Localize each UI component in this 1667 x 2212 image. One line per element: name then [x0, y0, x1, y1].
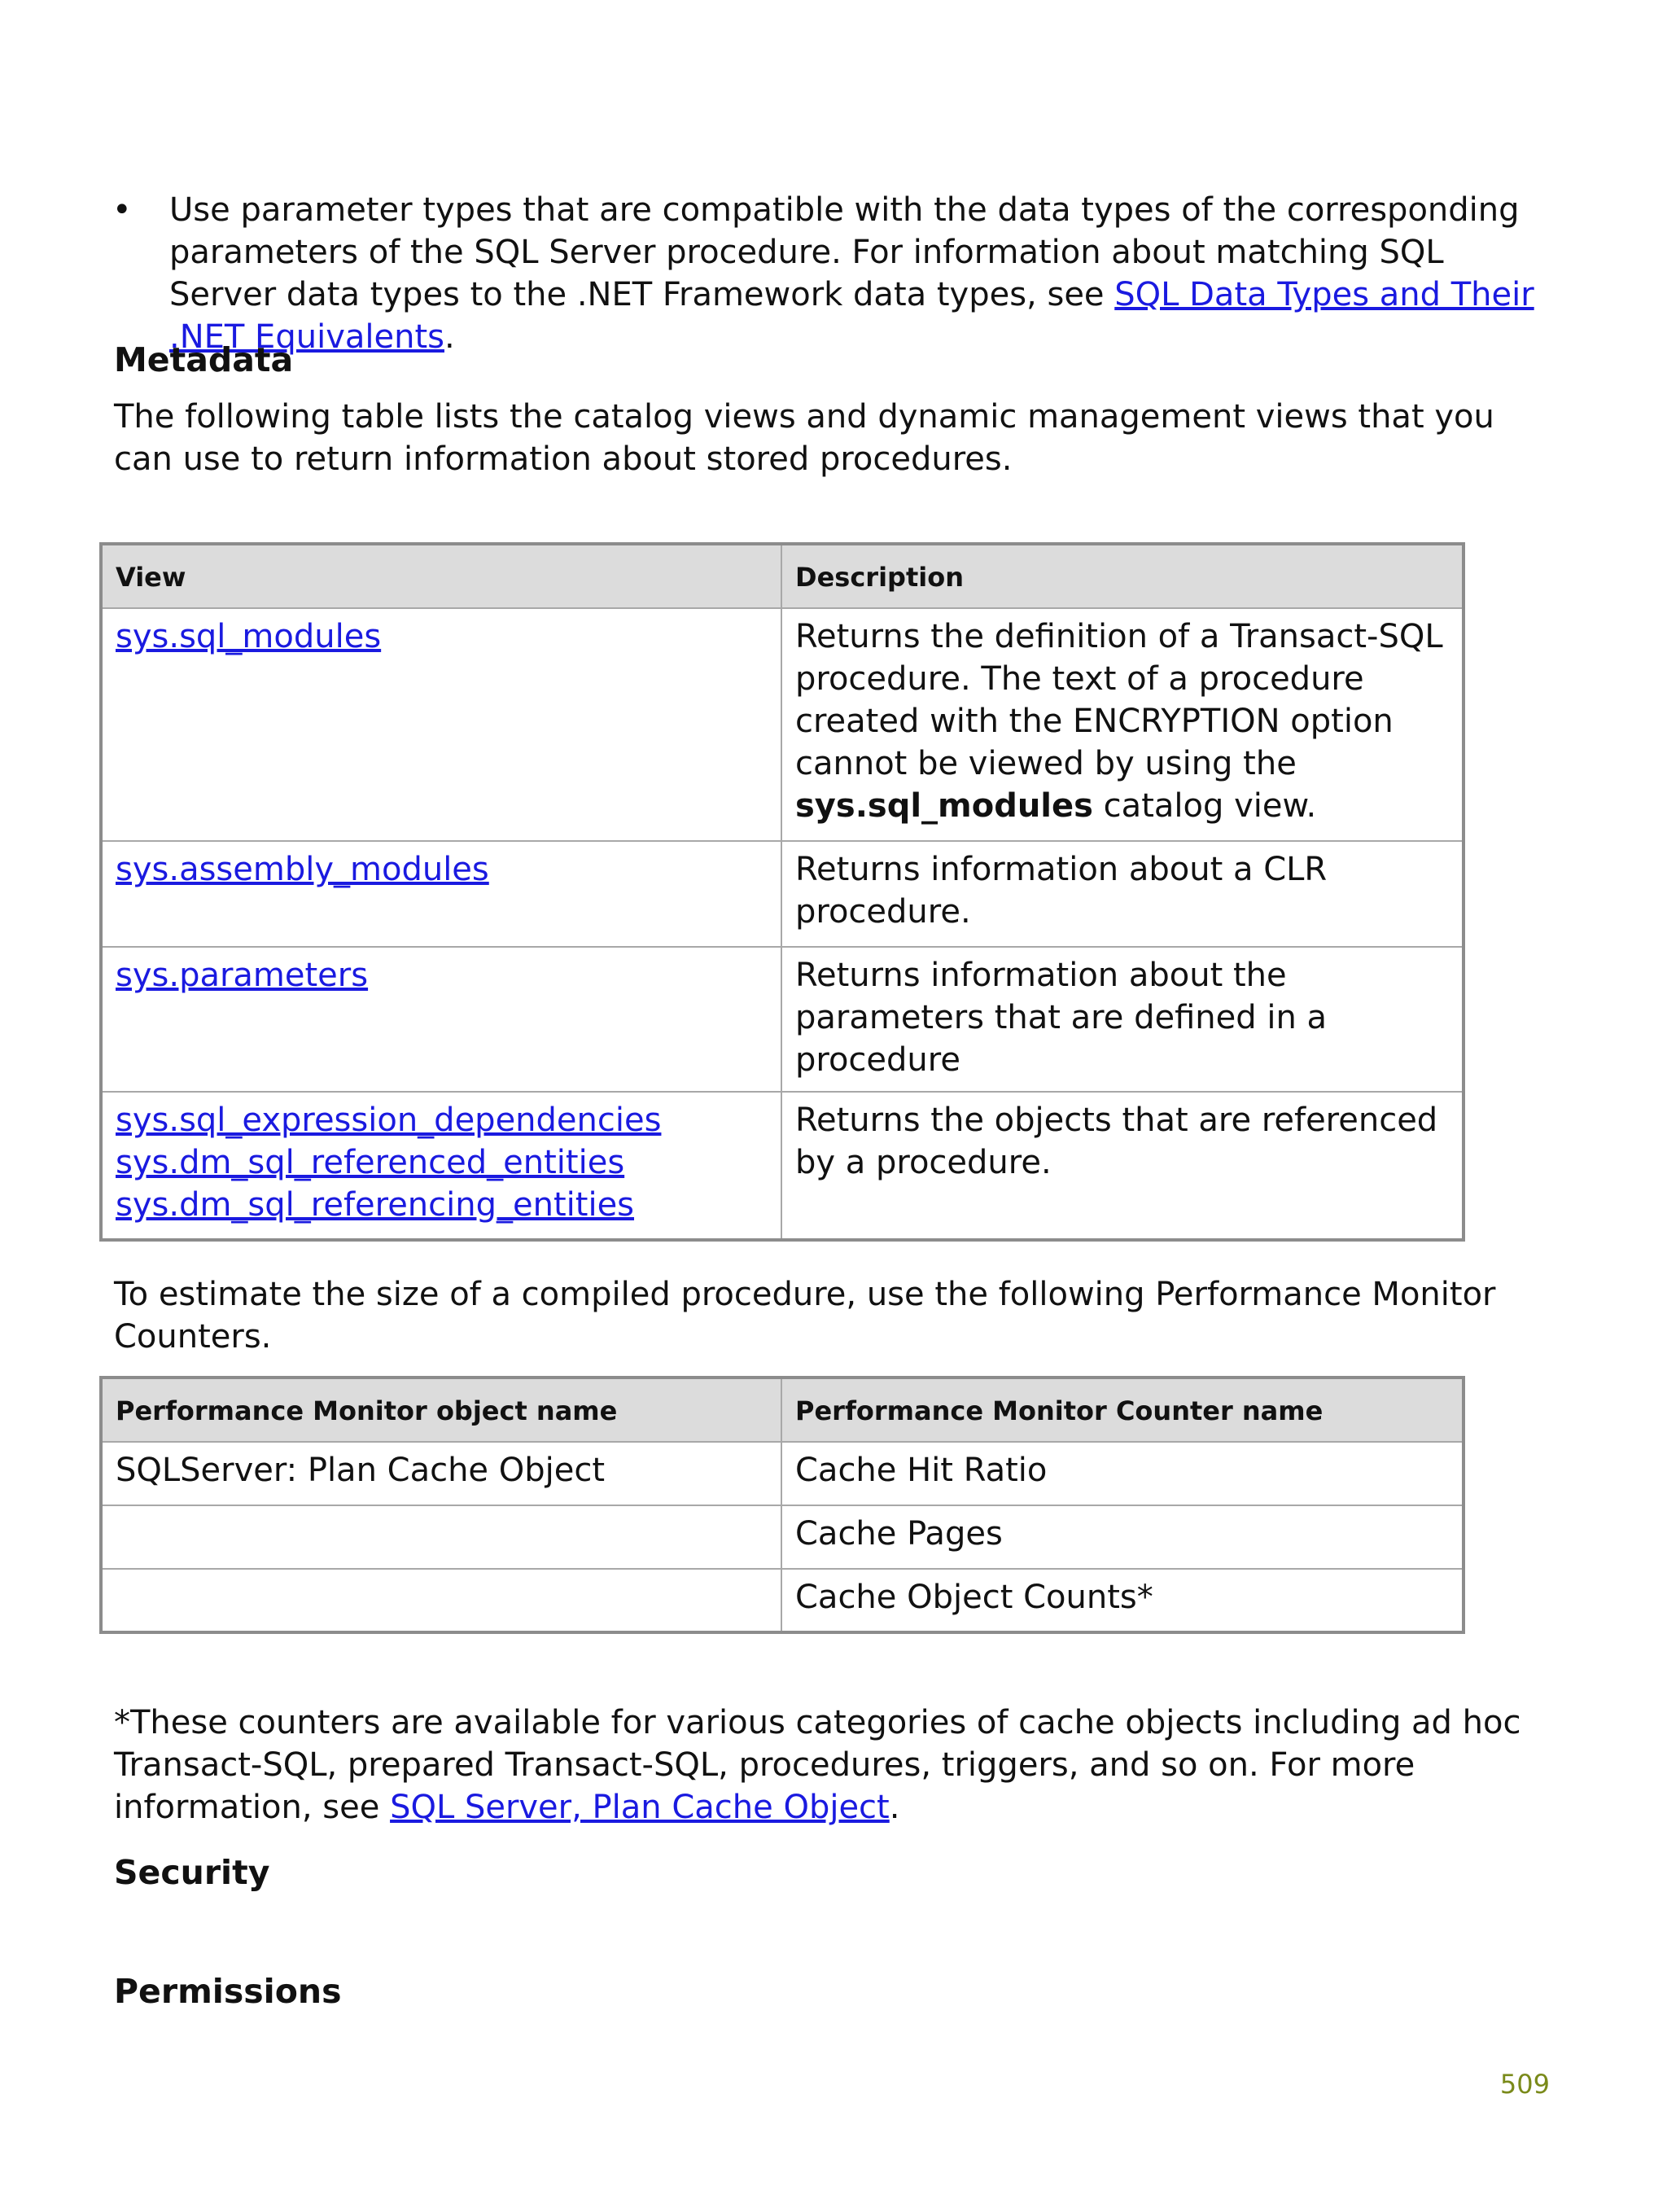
table-row — [101, 1569, 1464, 1632]
counter-name-cell: Cache Object Counts* — [781, 1569, 1464, 1632]
view-cell — [101, 947, 781, 1092]
footnote-text: *These counters are available for various categories of cache objects including ad hoc Transact-SQL, prepared Transact-SQL, procedures, triggers, and so on. For more information, see — [114, 1704, 1521, 1826]
view-cell — [101, 608, 781, 841]
sql-data-types-link[interactable]: SQL Data Types and Their .NET Equivalents — [169, 276, 1534, 356]
perf-table-header-row — [101, 1378, 1464, 1442]
sql-server-plan-cache-object-link[interactable]: SQL Server, Plan Cache Object — [390, 1789, 890, 1826]
perf-intro: To estimate the size of a compiled procedure, use the following Performance Monitor Counters. — [114, 1276, 1496, 1356]
table-row — [101, 608, 1464, 841]
view-cell — [101, 841, 781, 947]
footnote — [114, 1702, 1547, 1829]
object-name-cell — [101, 1569, 781, 1632]
counter-name-cell: Cache Pages — [781, 1505, 1464, 1569]
description-text-end: catalog view. — [1092, 787, 1317, 825]
security-heading: Security — [114, 1853, 270, 1892]
views-table-header-row — [101, 544, 1464, 608]
sys-dm-sql-referencing-entities-link[interactable]: sys.dm_sql_referencing_entities — [116, 1186, 635, 1224]
description-bold-text: sys.sql_modules — [795, 787, 1093, 825]
description-cell: Returns information about the parameters that are defined in a procedure — [781, 947, 1464, 1092]
description-text: Returns the definition of a Transact-SQL procedure. The text of a procedure created with the ENCRYPTION option cannot be viewed by using the — [795, 618, 1443, 782]
table-row — [101, 1505, 1464, 1569]
footnote-text-end: . — [889, 1789, 900, 1826]
bullet-item — [114, 189, 1547, 358]
bullet-text — [169, 189, 1547, 358]
table-row — [101, 1442, 1464, 1505]
table-row — [101, 1092, 1464, 1240]
table-row — [101, 841, 1464, 947]
page-number: 509 — [1499, 2069, 1550, 2100]
view-column-header: View — [101, 544, 781, 608]
sys-sql-modules-link[interactable]: sys.sql_modules — [116, 618, 382, 655]
description-column-header: Description — [781, 544, 1464, 608]
bullet-text-after: . — [444, 318, 455, 356]
object-name-cell — [101, 1505, 781, 1569]
sys-parameters-link[interactable]: sys.parameters — [116, 957, 369, 994]
description-cell — [781, 608, 1464, 841]
perf-counters-table — [99, 1376, 1465, 1634]
description-cell: Returns information about a CLR procedure. — [781, 841, 1464, 947]
counter-name-cell: Cache Hit Ratio — [781, 1442, 1464, 1505]
object-name-column-header: Performance Monitor object name — [101, 1378, 781, 1442]
counter-name-column-header: Performance Monitor Counter name — [781, 1378, 1464, 1442]
object-name-cell: SQLServer: Plan Cache Object — [101, 1442, 781, 1505]
metadata-intro: The following table lists the catalog views and dynamic management views that you can use to return information about stored procedures. — [114, 398, 1494, 478]
sys-assembly-modules-link[interactable]: sys.assembly_modules — [116, 851, 489, 888]
bullet-dot: • — [112, 191, 132, 229]
permissions-heading: Permissions — [114, 1972, 342, 2011]
sys-dm-sql-referenced-entities-link[interactable]: sys.dm_sql_referenced_entities — [116, 1144, 625, 1181]
bullet-text-before: Use parameter types that are compatible with the data types of the corresponding parameters of the SQL Server procedure. For information about matching SQL Server data types to the .NET Framework data types, see — [169, 191, 1520, 313]
metadata-heading: Metadata — [114, 340, 294, 379]
sys-sql-expression-dependencies-link[interactable]: sys.sql_expression_dependencies — [116, 1102, 662, 1139]
table-row — [101, 947, 1464, 1092]
views-table — [99, 542, 1465, 1242]
view-cell — [101, 1092, 781, 1240]
description-cell: Returns the objects that are referenced by a procedure. — [781, 1092, 1464, 1240]
